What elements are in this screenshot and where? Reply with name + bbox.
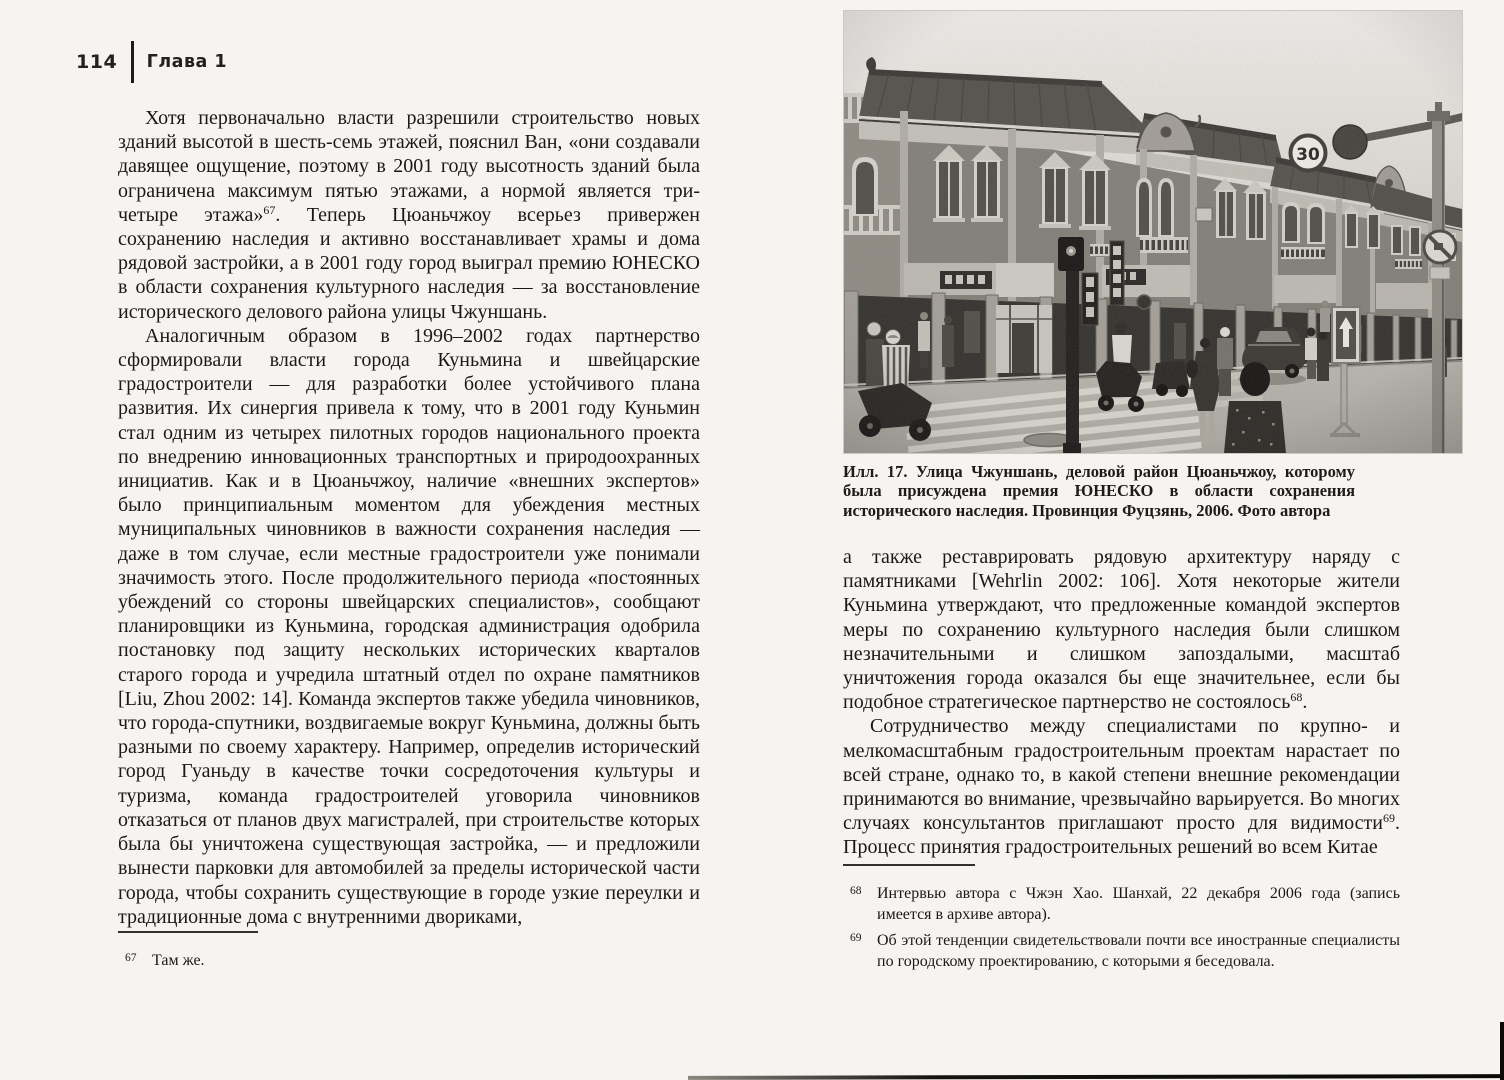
left-page-text [118, 106, 700, 929]
footnote-text: Там же. [152, 952, 205, 969]
running-head [76, 40, 227, 84]
chapter-title: Глава 1 [146, 52, 228, 72]
paragraph [843, 714, 1400, 859]
footnote-number: 67 [125, 952, 137, 964]
right-page-text [843, 545, 1400, 860]
text-run: Хотя первоначально власти разрешили строительство новых зданий высотой в шесть-семь этажей, пояснил Ван, «они создавали давящее ощущение, поэтому в 2001 году высотность зданий была ограничена максимум пятью этажами, а нормой является три-четыре этажа» [118, 107, 700, 226]
page-number: 114 [76, 51, 118, 73]
paragraph [118, 324, 700, 929]
footnote-rule [843, 864, 975, 866]
footnote-marker: 67 [263, 202, 276, 217]
text-run: а также реставрировать рядовую архитектуру наряду с памятниками [Wehrlin 2002: 106]. Хотя некоторые жители Куньмина утверждают, что предложенные командой экспертов меры по сохранению культурного наследия были слишком незначительными и слишком запоздалыми, масштаб уничтожения города оказался бы еще значительнее, если бы подобное стратегическое партнерство не состоялось [843, 546, 1400, 714]
text-run: Аналогичным образом в 1996–2002 годах партнерство сформировали власти города Куньмина и швейцарские градостроители — для разработки более устойчивого плана развития. Их синергия привела к тому, что в 2001 году Куньмин стал одним из четырех пилотных городов национального проекта по внедрению инновационных транспортных и природоохранных инициатив. Как и в Цюаньчжоу, наличие «внешних экспертов» было принципиальным моментом для убеждения местных муниципальных чиновников в важности сохранения наследия — даже в том случае, если местные градостроители уже понимали значимость этого. После продолжительного периода «постоянных убеждений со стороны швейцарских специалистов», сообщают планировщики из Куньмина, городская администрация одобрила постановку под защиту нескольких исторических кварталов старого города и учредила штатный отдел по охране памятников [Liu, Zhou 2002: 14]. Команда экспертов также убедила чиновников, что города-спутники, воздвигаемые вокруг Куньмина, должны быть разными по своему характеру. Например, определив исторический город Гуаньду в качестве точки сосредоточения культуры и туризма, команда градостроителей уговорила чиновников отказаться от планов двух магистралей, при строительстве которых была бы уничтожена существующая застройка, — и предложили вынести парковки для автомобилей за пределы исторической части города, чтобы сохранить существующие в городе узкие переулки и традиционные дома с внутренними двориками, [118, 324, 700, 928]
footnote-number: 68 [850, 885, 862, 897]
street-photo-illustration [843, 10, 1463, 454]
right-footnotes [843, 883, 1400, 972]
footnote [843, 883, 1400, 925]
left-footnote-block [118, 931, 700, 976]
footnote [843, 930, 1400, 972]
text-run: Сотрудничество между специалистами по крупно- и мелкомасштабным градостроительным проектам нарастает по всей стране, однако то, в какой степени внешние рекомендации принимаются во внимание, чрезвычайно варьируется. Во многих случаях консультантов приглашают просто для видимости [843, 715, 1400, 835]
figure-illustration-17 [843, 10, 1461, 520]
footnote-text: Об этой тенденции свидетельствовали почти все иностранные специалисты по городскому проектированию, с которыми я беседовала. [877, 932, 1400, 970]
paragraph [118, 106, 700, 324]
footnote-marker: 69 [1383, 811, 1395, 826]
left-footnotes [118, 950, 700, 971]
footnote-text: Интервью автора с Чжэн Хао. Шанхай, 22 декабря 2006 года (запись имеется в архиве автора). [877, 885, 1400, 923]
paragraph [843, 545, 1400, 714]
footnote-marker: 68 [1290, 690, 1303, 705]
footnote-rule [118, 931, 258, 933]
text-run: . Процесс принятия градостроительных решений во всем Китае [843, 812, 1400, 859]
text-run: . [1302, 691, 1308, 714]
right-footnote-block [843, 864, 1400, 977]
scan-edge-right [1500, 1022, 1504, 1080]
text-run: . Теперь Цюаньчжоу всерьез привержен сохранению наследия и активно восстанавливает храмы и дома рядовой застройки, а в 2001 году город выиграл премию ЮНЕСКО в области сохранения культурного наследия — за восстановление исторического делового района улицы Чжуншань. [118, 203, 700, 323]
figure-caption: Илл. 17. Улица Чжуншань, деловой район Цюаньчжоу, которому была присуждена премия ЮНЕСКО в области сохранения исторического наследия. Провинция Фуцзянь, 2006. Фото автора [843, 462, 1355, 520]
header-divider [131, 41, 134, 83]
footnote [118, 950, 700, 971]
scan-edge-bottom [688, 1074, 1504, 1080]
film-grain-light [844, 11, 1462, 453]
footnote-number: 69 [850, 932, 862, 944]
